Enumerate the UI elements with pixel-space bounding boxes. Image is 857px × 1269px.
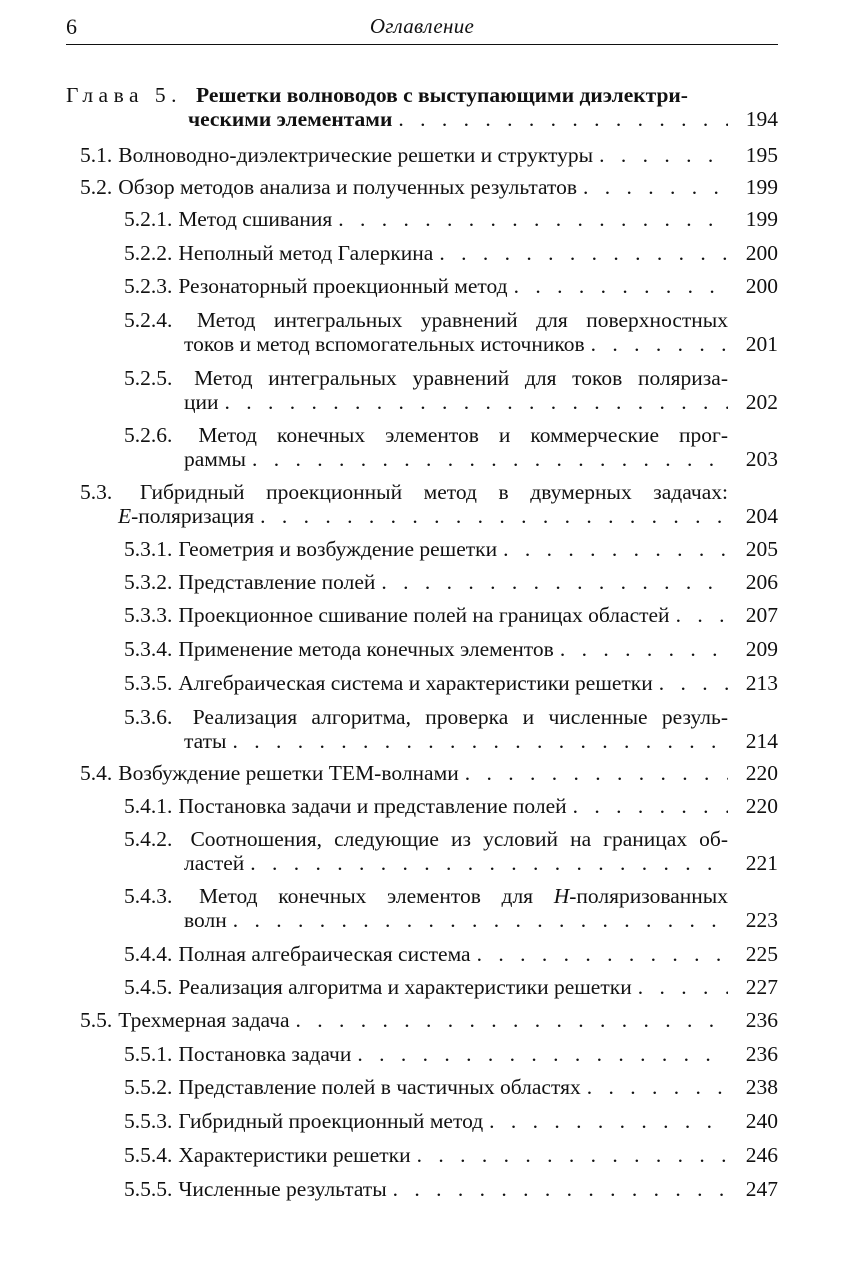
leader-dots: [659, 671, 728, 695]
subsection-page: 200: [745, 241, 778, 265]
subsection-title-line1a: Метод конечных элементов для: [199, 884, 534, 908]
leader-dots: [398, 107, 728, 131]
subsection-number: 5.5.3.: [124, 1109, 173, 1133]
subsection-page: 220: [745, 794, 778, 818]
section-page: 220: [745, 761, 778, 785]
leader-dots: [233, 908, 728, 932]
subsection-title-line1: Реализация алгоритма, проверка и численные резуль-: [192, 705, 728, 729]
subsection-number: 5.3.3.: [124, 603, 173, 627]
leader-dots: [489, 1109, 728, 1133]
subsection-title: Представление полей в частичных областях: [178, 1075, 581, 1099]
subsection-title-line2: раммы: [184, 447, 246, 471]
subsection-title-line1: Метод интегральных уравнений для токов поляриза-: [194, 366, 728, 390]
leader-dots: [296, 1008, 728, 1032]
toc-entry[interactable]: [124, 827, 778, 875]
subsection-page: 205: [745, 537, 778, 561]
section-title-line2: -поляризация: [131, 504, 255, 528]
leader-dots: [638, 975, 728, 999]
leader-dots: [233, 729, 729, 753]
subsection-number: 5.4.2.: [124, 827, 173, 851]
subsection-page: 209: [745, 637, 778, 661]
section-title: Волноводно-диэлектрические решетки и структуры: [118, 143, 594, 167]
toc-entry[interactable]: [124, 1109, 778, 1133]
toc-entry[interactable]: [124, 794, 778, 818]
leader-dots: [560, 637, 728, 661]
toc-entry[interactable]: [124, 1143, 778, 1167]
subsection-title: Применение метода конечных элементов: [178, 637, 554, 661]
leader-dots: [417, 1143, 728, 1167]
toc-entry[interactable]: [80, 143, 778, 167]
subsection-page: 214: [745, 729, 778, 753]
toc-entry[interactable]: [80, 761, 778, 785]
subsection-title: Реализация алгоритма и характеристики решетки: [178, 975, 632, 999]
subsection-title-line2: токов и метод вспомогательных источников: [184, 332, 585, 356]
subsection-title-line2: ции: [184, 390, 219, 414]
subsection-number: 5.2.6.: [124, 423, 173, 447]
subsection-title: Геометрия и возбуждение решетки: [178, 537, 498, 561]
leader-dots: [503, 537, 728, 561]
leader-dots: [573, 794, 728, 818]
toc-entry[interactable]: [80, 1008, 778, 1032]
subsection-page: 236: [745, 1042, 778, 1066]
leader-dots: [465, 761, 728, 785]
subsection-page: 223: [745, 908, 778, 932]
subsection-number: 5.3.4.: [124, 637, 173, 661]
toc-entry[interactable]: [124, 637, 778, 661]
leader-dots: [250, 851, 728, 875]
section-number: 5.1.: [80, 143, 113, 167]
subsection-number: 5.4.1.: [124, 794, 173, 818]
subsection-title: Алгебраическая система и характеристики решетки: [178, 671, 653, 695]
subsection-title: Проекционное сшивание полей на границах областей: [178, 603, 670, 627]
toc-entry[interactable]: [124, 603, 778, 627]
subsection-page: 238: [745, 1075, 778, 1099]
leader-dots: [338, 207, 728, 231]
toc-entry[interactable]: [124, 705, 778, 753]
math-symbol-e: E: [118, 504, 132, 528]
toc-entry[interactable]: [124, 366, 778, 414]
section-page: 195: [745, 143, 778, 167]
running-title: Оглавление: [369, 14, 475, 38]
subsection-number: 5.5.1.: [124, 1042, 173, 1066]
math-symbol-h: H: [553, 884, 570, 908]
leader-dots: [591, 332, 728, 356]
subsection-title-line1: Метод конечных элементов и коммерческие прог-: [198, 423, 728, 447]
leader-dots: [583, 175, 728, 199]
subsection-number: 5.3.5.: [124, 671, 173, 695]
subsection-title-line2: таты: [184, 729, 227, 753]
subsection-page: 227: [745, 975, 778, 999]
subsection-title-line2: волн: [184, 908, 227, 932]
subsection-title: Гибридный проекционный метод: [178, 1109, 484, 1133]
subsection-title: Полная алгебраическая система: [178, 942, 471, 966]
leader-dots: [477, 942, 728, 966]
toc-entry[interactable]: [124, 942, 778, 966]
toc-entry[interactable]: [124, 1075, 778, 1099]
subsection-number: 5.3.6.: [124, 705, 173, 729]
chapter-title-line2: ческими элементами: [188, 107, 393, 131]
section-number: 5.2.: [80, 175, 113, 199]
subsection-title: Характеристики решетки: [178, 1143, 411, 1167]
chapter-page: 194: [745, 107, 778, 131]
subsection-page: 200: [745, 274, 778, 298]
subsection-number: 5.5.5.: [124, 1177, 173, 1201]
subsection-number: 5.5.2.: [124, 1075, 173, 1099]
toc-chapter-entry[interactable]: [66, 83, 778, 131]
subsection-page: 247: [745, 1177, 778, 1201]
leader-dots: [587, 1075, 728, 1099]
section-page: 236: [745, 1008, 778, 1032]
subsection-title-line1: Метод интегральных уравнений для поверхностных: [196, 308, 728, 332]
leader-dots: [599, 143, 728, 167]
section-page: 204: [745, 504, 778, 528]
subsection-number: 5.2.3.: [124, 274, 173, 298]
toc-entry[interactable]: [124, 308, 778, 356]
subsection-title: Представление полей: [178, 570, 376, 594]
toc-entry[interactable]: [124, 671, 778, 695]
leader-dots: [381, 570, 728, 594]
subsection-title-line1: Соотношения, следующие из условий на границах об-: [190, 827, 728, 851]
toc-entry[interactable]: [124, 207, 778, 231]
toc-entry[interactable]: [124, 537, 778, 561]
subsection-title-line1b: -поляризованных: [569, 884, 729, 908]
subsection-page: 202: [745, 390, 778, 414]
leader-dots: [357, 1042, 728, 1066]
toc-entry[interactable]: [124, 570, 778, 594]
toc-entry[interactable]: [124, 241, 778, 265]
chapter-title-line1: Решетки волноводов с выступающими диэлектри-: [196, 83, 688, 107]
subsection-page: 246: [745, 1143, 778, 1167]
toc-entry[interactable]: [124, 1177, 778, 1201]
subsection-title: Постановка задачи и представление полей: [178, 794, 567, 818]
subsection-number: 5.4.3.: [124, 884, 173, 908]
leader-dots: [393, 1177, 728, 1201]
leader-dots: [225, 390, 728, 414]
toc-entry[interactable]: [124, 884, 778, 932]
toc-entry[interactable]: [124, 975, 778, 999]
leader-dots: [514, 274, 728, 298]
section-title: Обзор методов анализа и полученных результатов: [118, 175, 578, 199]
toc-entry[interactable]: [124, 423, 778, 471]
chapter-label: Глава 5.: [66, 83, 182, 107]
subsection-title: Постановка задачи: [178, 1042, 352, 1066]
subsection-page: 240: [745, 1109, 778, 1133]
section-number: 5.5.: [80, 1008, 113, 1032]
subsection-page: 221: [745, 851, 778, 875]
subsection-title: Резонаторный проекционный метод: [178, 274, 508, 298]
subsection-number: 5.2.2.: [124, 241, 173, 265]
subsection-number: 5.4.4.: [124, 942, 173, 966]
section-number: 5.4.: [80, 761, 113, 785]
subsection-page: 213: [745, 671, 778, 695]
leader-dots: [676, 603, 728, 627]
subsection-number: 5.3.2.: [124, 570, 173, 594]
toc-entry[interactable]: [124, 274, 778, 298]
subsection-title-line2: ластей: [184, 851, 245, 875]
leader-dots: [439, 241, 728, 265]
subsection-number: 5.2.1.: [124, 207, 173, 231]
subsection-page: 206: [745, 570, 778, 594]
subsection-number: 5.4.5.: [124, 975, 173, 999]
section-number: 5.3.: [80, 480, 113, 504]
subsection-number: 5.5.4.: [124, 1143, 173, 1167]
subsection-number: 5.2.4.: [124, 308, 173, 332]
toc-entry[interactable]: [80, 480, 778, 528]
leader-dots: [252, 447, 728, 471]
subsection-page: 203: [745, 447, 778, 471]
subsection-title: Неполный метод Галеркина: [178, 241, 434, 265]
subsection-page: 207: [745, 603, 778, 627]
toc-entry[interactable]: [124, 1042, 778, 1066]
subsection-title: Метод сшивания: [178, 207, 333, 231]
section-title: Трехмерная задача: [118, 1008, 290, 1032]
subsection-page: 225: [745, 942, 778, 966]
leader-dots: [260, 504, 728, 528]
section-title-line1: Гибридный проекционный метод в двумерных задачах:: [139, 480, 729, 504]
section-title: Возбуждение решетки TEM-волнами: [118, 761, 459, 785]
subsection-number: 5.2.5.: [124, 366, 173, 390]
subsection-number: 5.3.1.: [124, 537, 173, 561]
section-page: 199: [745, 175, 778, 199]
toc-entry[interactable]: [80, 175, 778, 199]
page-number: 6: [66, 14, 77, 39]
subsection-title: Численные результаты: [178, 1177, 387, 1201]
page-header: [66, 12, 778, 45]
subsection-page: 201: [745, 332, 778, 356]
subsection-page: 199: [745, 207, 778, 231]
